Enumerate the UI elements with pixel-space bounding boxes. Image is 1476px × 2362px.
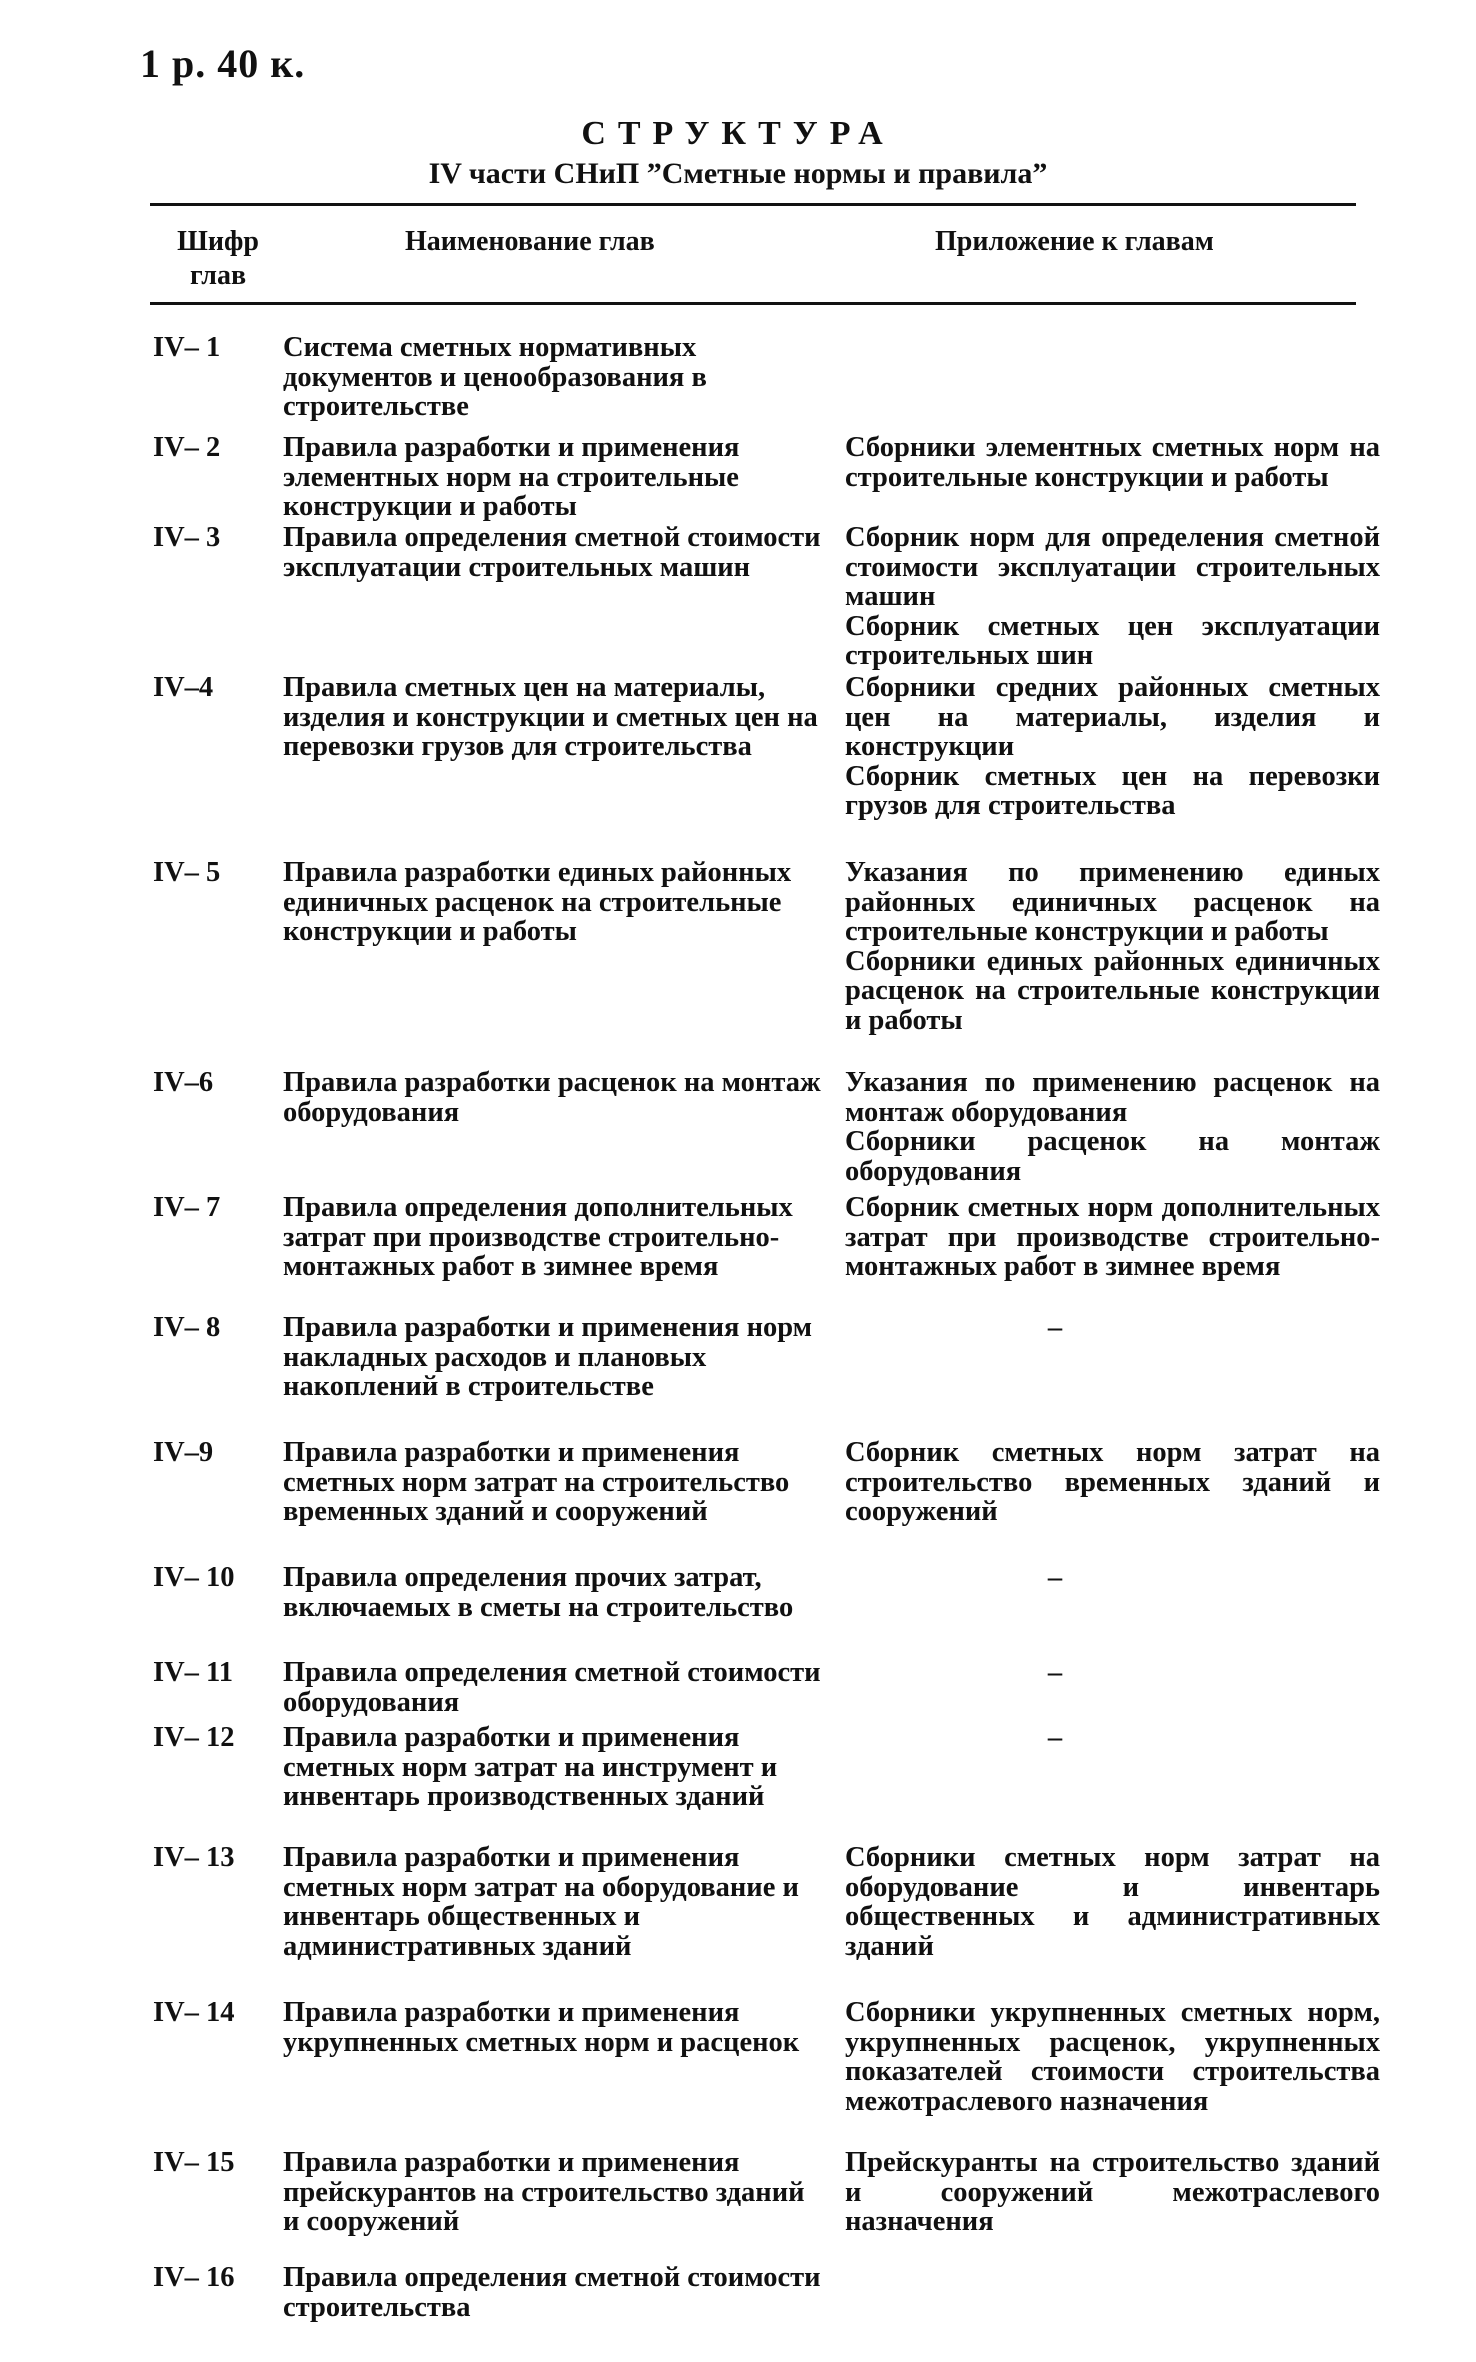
row-name: Правила разработки и применения норм накладных расходов и плановых накоплений в строительстве [283, 1312, 813, 1402]
row-code: IV–4 [153, 672, 214, 703]
row-code: IV– 5 [153, 857, 221, 888]
appendix-item: Сборник сметных норм дополнительных затрат при производстве строительно-монтажных работ в зимнее время [845, 1192, 1380, 1282]
row-appendix [845, 1998, 1380, 2116]
row-appendix [845, 1068, 1380, 1186]
row-appendix [845, 1313, 1380, 1343]
row-code: IV– 7 [153, 1192, 221, 1223]
appendix-dash: – [1047, 1722, 1063, 1753]
row-code: IV– 16 [153, 2262, 235, 2293]
row-code: IV– 3 [153, 522, 221, 553]
appendix-item: Сборники элементных сметных норм на строительные конструкции и работы [845, 432, 1380, 493]
appendix-dash: – [1047, 1657, 1063, 1688]
price-label: 1 р. 40 к. [140, 41, 306, 86]
row-name: Правила разработки и применения укрупненных сметных норм и расценок [283, 1997, 800, 2058]
appendix-item: Сборник сметных цен эксплуатации строительных шин [845, 610, 1380, 671]
row-appendix [845, 523, 1380, 671]
header-code: Шифр глав [177, 226, 259, 291]
appendix-item: Сборники расценок на монтаж оборудования [845, 1126, 1380, 1187]
appendix-item: Сборники средних районных сметных цен на материалы, изделия и конструкции [845, 672, 1380, 762]
document-title: СТРУКТУРА [581, 115, 895, 152]
row-name: Правила разработки расценок на монтаж оборудования [283, 1067, 821, 1128]
row-appendix [845, 433, 1380, 492]
row-code: IV– 2 [153, 432, 221, 463]
document-subtitle: IV части СНиП ”Сметные нормы и правила” [428, 157, 1048, 190]
row-name: Правила разработки и применения сметных норм затрат на инструмент и инвентарь производственных зданий [283, 1722, 778, 1812]
row-name: Правила определения сметной стоимости эксплуатации строительных машин [283, 522, 821, 583]
row-name: Правила разработки единых районных единичных расценок на строительные конструкции и работы [283, 857, 792, 947]
header-appendix: Приложение к главам [935, 226, 1214, 257]
row-name: Правила определения прочих затрат, включаемых в сметы на строительство [283, 1562, 794, 1623]
row-appendix [845, 2148, 1380, 2237]
header-name: Наименование глав [405, 226, 655, 257]
row-code: IV– 8 [153, 1312, 221, 1343]
row-appendix [845, 1438, 1380, 1527]
appendix-item: Сборник норм для определения сметной стоимости эксплуатации строительных машин [845, 522, 1380, 612]
row-name: Правила определения дополнительных затрат при производстве строительно-монтажных работ в зимнее время [283, 1192, 793, 1282]
row-name: Правила разработки и применения прейскурантов на строительство зданий и сооружений [283, 2147, 805, 2237]
row-code: IV– 12 [153, 1722, 235, 1753]
row-name: Правила разработки и применения сметных норм затрат на строительство временных зданий и сооружений [283, 1437, 790, 1527]
row-appendix [845, 1723, 1380, 1753]
row-appendix [845, 673, 1380, 821]
appendix-dash: – [1047, 1562, 1063, 1593]
row-name: Правила разработки и применения сметных норм затрат на оборудование и инвентарь общественных и административных зданий [283, 1842, 799, 1962]
row-code: IV–6 [153, 1067, 214, 1098]
row-code: IV– 11 [153, 1657, 233, 1688]
appendix-dash: – [1047, 1312, 1063, 1343]
appendix-item: Указания по применению единых районных единичных расценок на строительные конструкции и работы [845, 857, 1380, 947]
row-code: IV– 10 [153, 1562, 235, 1593]
row-code: IV– 15 [153, 2147, 235, 2178]
row-name: Правила разработки и применения элементных норм на строительные конструкции и работы [283, 432, 740, 522]
appendix-item: Сборник сметных норм затрат на строительство временных зданий и сооружений [845, 1437, 1380, 1527]
row-name: Правила определения сметной стоимости строительства [283, 2262, 821, 2323]
row-appendix [845, 858, 1380, 1035]
appendix-item: Прейскуранты на строительство зданий и сооружений межотраслевого назначения [845, 2147, 1380, 2237]
row-name: Система сметных нормативных документов и ценообразования в строительстве [283, 332, 707, 422]
row-name: Правила определения сметной стоимости оборудования [283, 1657, 821, 1718]
appendix-item: Сборники укрупненных сметных норм, укрупненных расценок, укрупненных показателей стоимости строительства межотраслевого назначения [845, 1997, 1380, 2117]
row-code: IV–9 [153, 1437, 214, 1468]
row-name: Правила сметных цен на материалы, изделия и конструкции и сметных цен на перевозки грузов для строительства [283, 672, 818, 762]
row-code: IV– 1 [153, 332, 221, 363]
row-appendix [845, 1563, 1380, 1593]
appendix-item: Указания по применению расценок на монтаж оборудования [845, 1067, 1380, 1128]
row-appendix [845, 1658, 1380, 1688]
row-appendix [845, 1843, 1380, 1961]
row-code: IV– 14 [153, 1997, 235, 2028]
appendix-item: Сборник сметных цен на перевозки грузов для строительства [845, 760, 1380, 821]
appendix-item: Сборники сметных норм затрат на оборудование и инвентарь общественных и административных зданий [845, 1842, 1380, 1962]
appendix-item: Сборники единых районных единичных расценок на строительные конструкции и работы [845, 945, 1380, 1036]
row-appendix [845, 1193, 1380, 1282]
row-code: IV– 13 [153, 1842, 235, 1873]
